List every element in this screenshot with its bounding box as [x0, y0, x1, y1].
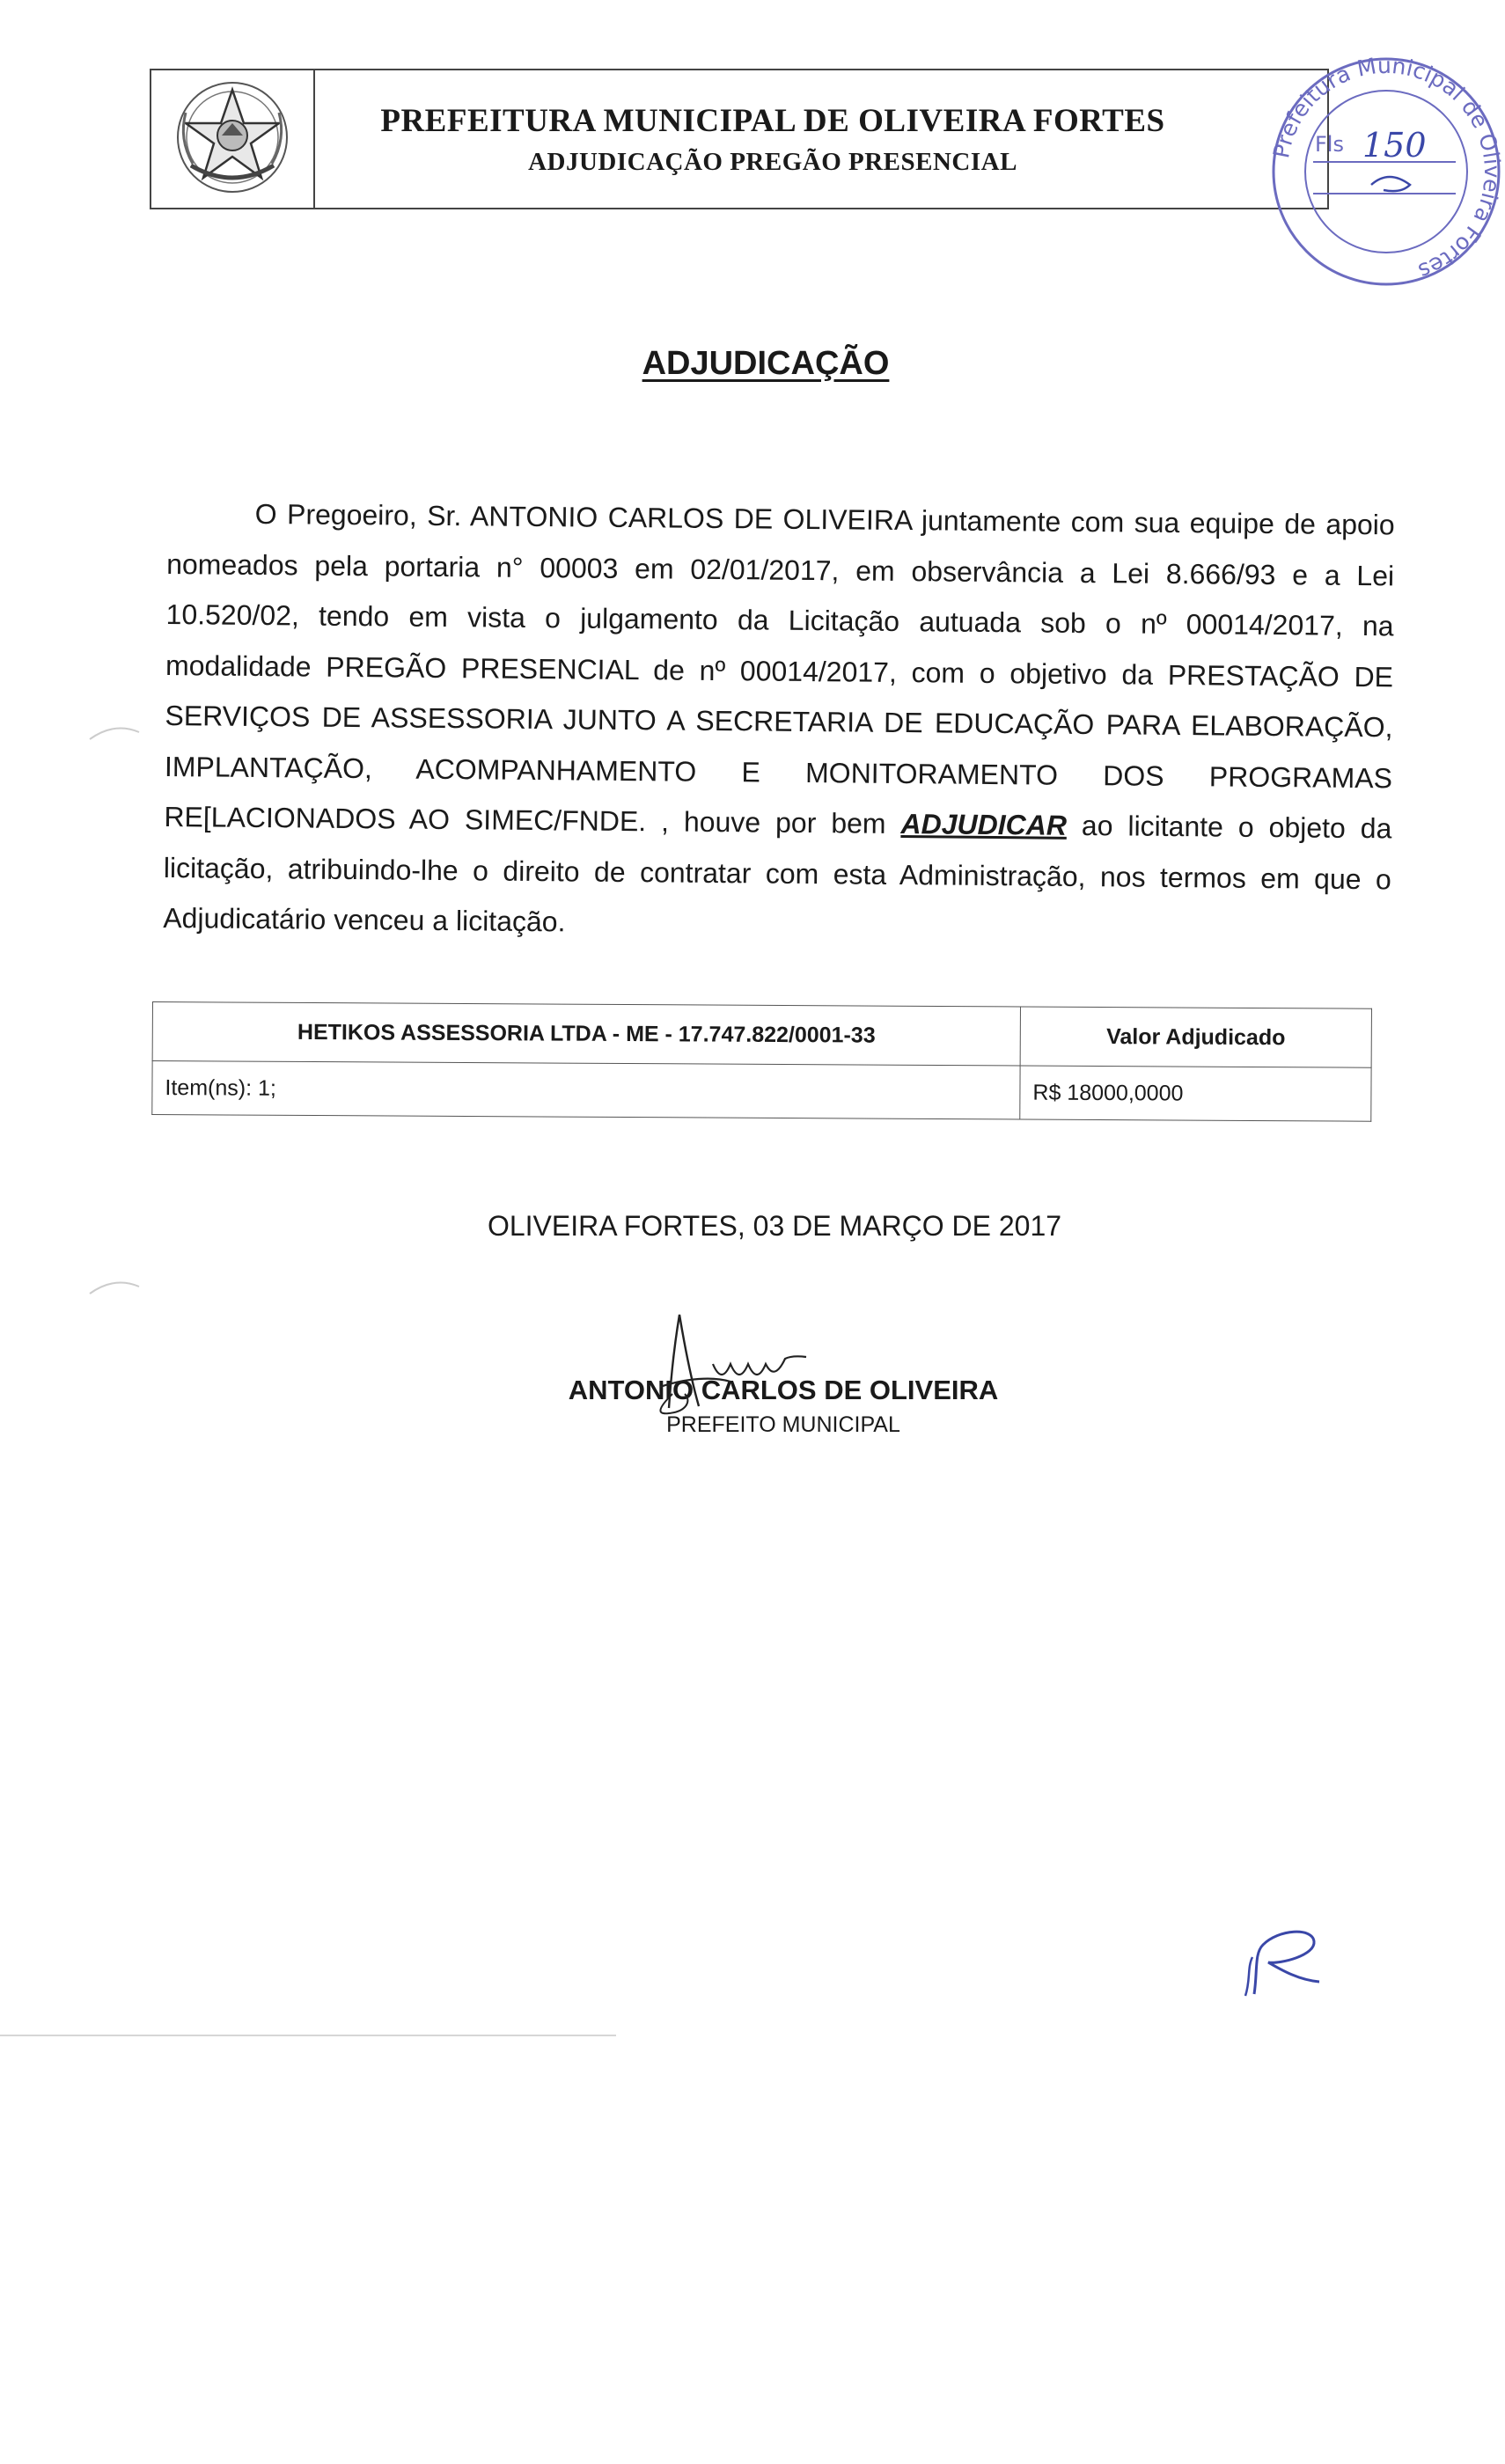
handwritten-initials [1228, 1918, 1333, 1998]
handwritten-signature [607, 1302, 836, 1417]
header-subtitle: ADJUDICAÇÃO PREGÃO PRESENCIAL [528, 148, 1017, 176]
adjudication-table [151, 1001, 1372, 1122]
punch-mark-icon [88, 1267, 141, 1302]
stamp-handwritten-number: 150 [1362, 126, 1427, 165]
signatory-role: PREFEITO MUNICIPAL [666, 1412, 900, 1437]
value-header-cell: Valor Adjudicado [1020, 1007, 1371, 1067]
adjudicar-emphasis: ADJUDICAR [900, 808, 1068, 841]
items-cell: Item(ns): 1; [152, 1061, 1020, 1120]
crest-cell [151, 70, 315, 208]
vendor-header-cell: HETIKOS ASSESSORIA LTDA - ME - 17.747.822/0001-33 [152, 1002, 1020, 1067]
signatory-name: ANTONIO CARLOS DE OLIVEIRA [568, 1375, 999, 1405]
table-header-row [152, 1002, 1371, 1068]
stamp-ring-text: Prefeitura Municipal de Oliveira Fortes [1268, 53, 1505, 285]
scan-edge-line [0, 2035, 616, 2036]
coat-of-arms-icon [166, 77, 298, 201]
paragraph-text-end: ao licitante o objeto da licitação, atribuindo-lhe o direito de contratar com esta Administração, nos termos em que o Adjudicatário venceu a licitação. [163, 809, 1392, 938]
paragraph-text-start: O Pregoeiro, Sr. ANTONIO CARLOS DE OLIVEIRA juntamente com sua equipe de apoio nomeados pela portaria n° 00003 em 02/01/2017, em observância a Lei 8.666/93 e a Lei 10.520/02, tendo em vista o julgamento da Licitação autuada sob o nº 00014/2017, na modalidade PREGÃO PRESENCIAL de nº 00014/2017, com o objetivo da PRESTAÇÃO DE SERVIÇOS DE ASSESSORIA JUNTO A SECRETARIA DE EDUCAÇÃO PARA ELABORAÇÃO, IMPLANTAÇÃO, ACOMPANHAMENTO E MONITORAMENTO DOS PROGRAMAS RE[LACIONADOS AO SIMEC/FNDE. , houve por bem [164, 497, 1395, 840]
punch-mark-icon [88, 713, 141, 748]
page-stamp [1267, 53, 1505, 290]
value-cell: R$ 18000,0000 [1020, 1066, 1371, 1121]
document-title: ADJUDICAÇÃO [642, 345, 890, 382]
date-line: OLIVEIRA FORTES, 03 DE MARÇO DE 2017 [487, 1210, 1062, 1242]
body-paragraph [163, 488, 1395, 956]
table-row [152, 1061, 1371, 1122]
header-title: PREFEITURA MUNICIPAL DE OLIVEIRA FORTES [380, 103, 1165, 139]
stamp-label: Fls [1315, 132, 1344, 157]
document-header [150, 69, 1329, 209]
